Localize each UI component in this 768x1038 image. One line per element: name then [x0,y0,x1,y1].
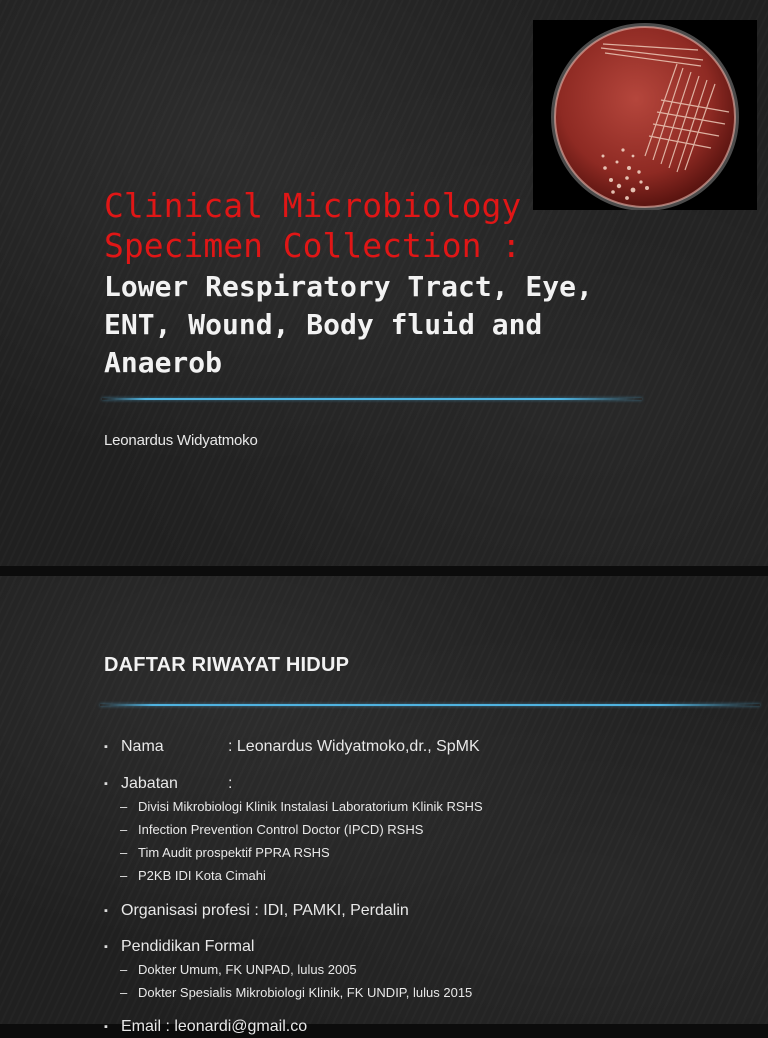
sub-item [104,795,744,818]
petri-dish-icon [533,20,757,210]
subtitle-line: Lower Respiratory Tract, Eye, [104,270,593,303]
sub-item-text: P2KB IDI Kota Cimahi [138,868,266,883]
bullet-icon: ▪ [104,778,108,790]
item-label: Jabatan [121,775,178,792]
sub-item [104,958,744,981]
item-text: Email : leonardi@gmail.co [121,1018,308,1035]
item-text: Organisasi profesi : IDI, PAMKI, Perdalin [121,902,409,919]
dash-icon: – [120,868,128,883]
cv-title-divider [100,704,760,706]
title-line: Specimen Collection : [104,226,522,265]
list-item-nama [104,736,744,758]
cv-list [104,736,744,1038]
bullet-icon: ▪ [104,741,108,753]
dash-icon: – [120,985,128,1000]
bullet-icon: ▪ [104,905,108,917]
item-value: : Leonardus Widyatmoko,dr., SpMK [228,738,480,755]
title-line: Clinical Microbiology [104,186,522,225]
bullet-icon: ▪ [104,941,108,953]
author-name: Leonardus Widyatmoko [104,432,258,449]
dash-icon: – [120,822,128,837]
bullet-icon: ▪ [104,1021,108,1033]
sub-item [104,864,744,887]
sub-item [104,841,744,864]
sub-item [104,981,744,1004]
sub-item-text: Divisi Mikrobiologi Klinik Instalasi Laboratorium Klinik RSHS [138,799,483,814]
sub-item-text: Dokter Spesialis Mikrobiologi Klinik, FK UNDIP, lulus 2015 [138,985,473,1000]
subtitle-line: Anaerob [104,346,223,379]
title-divider [102,398,642,400]
subtitle-line: ENT, Wound, Body fluid and [104,308,543,341]
slide-title [104,186,664,266]
cv-slide-title: DAFTAR RIWAYAT HIDUP [104,654,350,676]
dash-icon: – [120,962,128,977]
item-label: Pendidikan Formal [121,938,255,955]
list-item-pendidikan [104,936,744,958]
dash-icon: – [120,845,128,860]
sub-item [104,818,744,841]
item-value: : [228,775,233,792]
sub-item-text: Infection Prevention Control Doctor (IPCD) RSHS [138,822,424,837]
petri-dish-image [533,20,757,210]
sub-item-text: Tim Audit prospektif PPRA RSHS [138,845,330,860]
slide-subtitle [104,268,704,382]
item-label: Nama [121,738,164,755]
list-item-jabatan [104,773,744,795]
list-item-organisasi [104,900,744,922]
sub-item-text: Dokter Umum, FK UNPAD, lulus 2005 [138,962,357,977]
list-item-email [104,1016,744,1038]
dash-icon: – [120,799,128,814]
